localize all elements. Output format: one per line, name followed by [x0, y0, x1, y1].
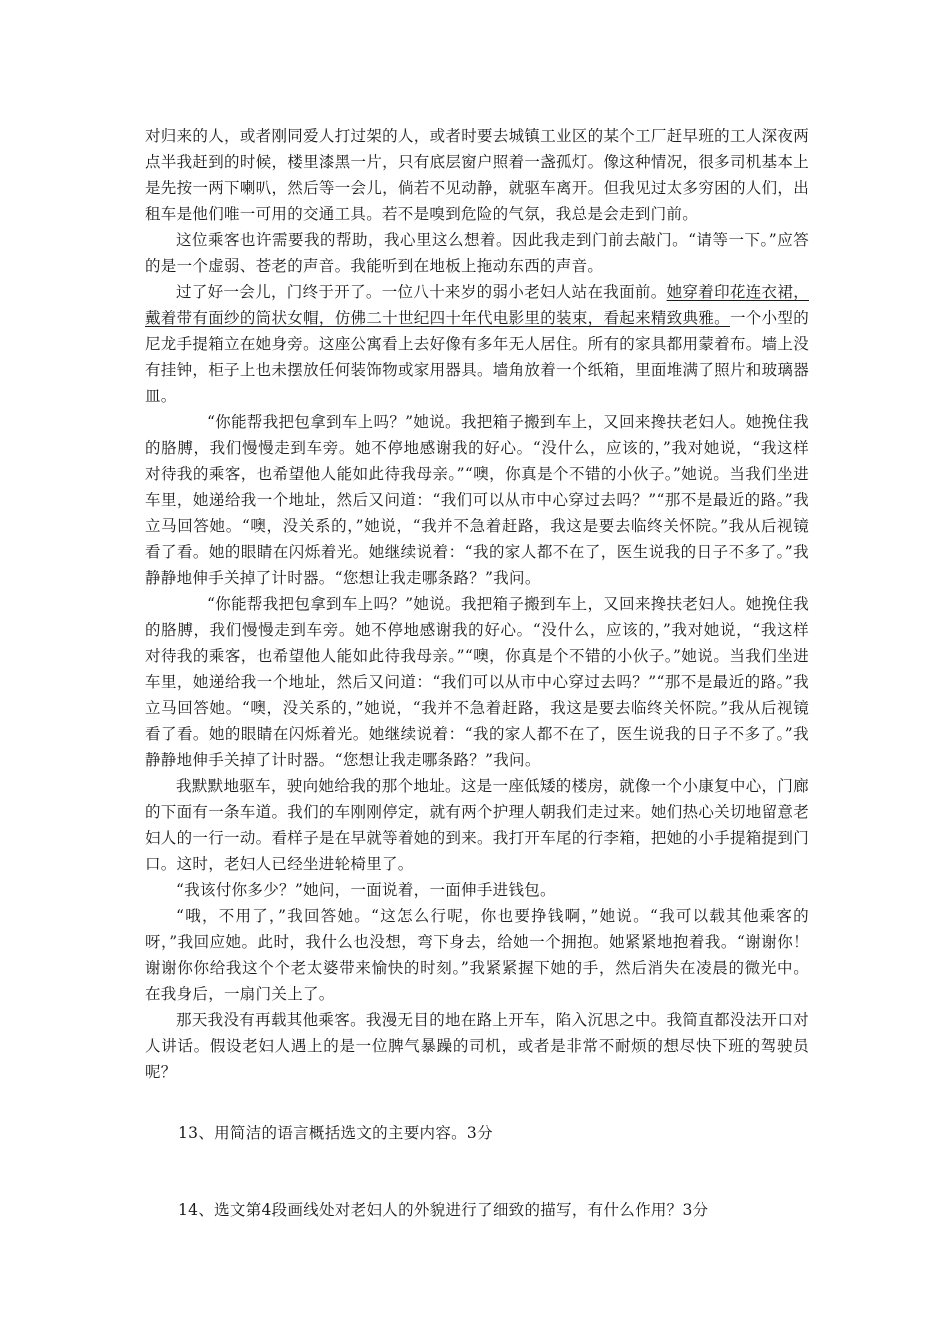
paragraph-2: 这位乘客也许需要我的帮助，我心里这么想着。因此我走到门前去敲门。“请等一下。”应答的是一个虚弱、苍老的声音。我能听到在地板上拖动东西的声音。 [145, 231, 809, 275]
paragraph-8: “哦，不用了，”我回答她。“这怎么行呢，你也要挣钱啊，”她说。“我可以载其他乘客的呀，”我回应她。此时，我什么也没想，弯下身去，给她一个拥抱。她紧紧地抱着我。“谢谢你！谢谢你你给我这个个老太婆带来愉快的时刻。”我紧紧握下她的手，然后消失在凌晨的微光中。在我身后，一扇门关上了。 [145, 907, 809, 1003]
paragraph-7: “我该付你多少？”她问，一面说着，一面伸手进钱包。 [176, 881, 556, 899]
question-14: 14、选文第4段画线处对老妇人的外貌进行了细致的描写，有什么作用？3分 [178, 1201, 709, 1219]
paragraph-6: 我默默地驱车，驶向她给我的那个地址。这是一座低矮的楼房，就像一个小康复中心，门廊的下面有一条车道。我们的车刚刚停定，就有两个护理人朝我们走过来。她们热心关切地留意老妇人的一行一动。看样子是在早就等着她的到来。我打开车尾的行李箱，把她的小手提箱提到门口。这时，老妇人已经坐进轮椅里了。 [145, 777, 809, 873]
paragraph-3-start: 过了好一会儿，门终于开了。一位八十来岁的弱小老妇人站在我面前。 [176, 283, 667, 301]
paragraph-4: “你能帮我把包拿到车上吗？”她说。我把箱子搬到车上，又回来搀扶老妇人。她挽住我的胳膊，我们慢慢走到车旁。她不停地感谢我的好心。“没什么，应该的，”我对她说，“我这样对待我的乘客，也希望他人能如此待我母亲。”“噢，你真是个不错的小伙子。”她说。当我们坐进车里，她递给我一个地址，然后又问道：“我们可以从市中心穿过去吗？”“那不是最近的路。”我立马回答她。“噢，没关系的，”她说，“我并不急着赶路，我这是要去临终关怀院。”我从后视镜看了看。她的眼睛在闪烁着光。她继续说着：“我的家人都不在了，医生说我的日子不多了。”我静静地伸手关掉了计时器。“您想让我走哪条路？”我问。 [145, 413, 809, 587]
paragraph-9: 那天我没有再载其他乘客。我漫无目的地在路上开车，陷入沉思之中。我简直都没法开口对人讲话。假设老妇人遇上的是一位脾气暴躁的司机，或者是非常不耐烦的想尽快下班的驾驶员呢？ [145, 1011, 809, 1081]
paragraph-3 [145, 279, 809, 409]
question-13: 13、用简洁的语言概括选文的主要内容。3分 [178, 1124, 493, 1142]
paragraph-1: 对归来的人，或者刚同爱人打过架的人，或者时要去城镇工业区的某个工厂赶早班的工人深夜两点半我赶到的时候，楼里漆黑一片，只有底层窗户照着一盏孤灯。像这种情况，很多司机基本上是先按一两下喇叭，然后等一会儿，倘若不见动静，就驱车离开。但我见过太多穷困的人们，出租车是他们唯一可用的交通工具。若不是嗅到危险的气氛，我总是会走到门前。 [145, 127, 809, 223]
passage [145, 123, 809, 1085]
paragraph-3-end: 一个小型的尼龙手提箱立在她身旁。这座公寓看上去好像有多年无人居住。所有的家具都用蒙着布。墙上没有挂钟，柜子上也未摆放任何装饰物或家用器具。墙角放着一个纸箱，里面堆满了照片和玻璃器皿。 [145, 309, 809, 405]
paragraph-5: “你能帮我把包拿到车上吗？”她说。我把箱子搬到车上，又回来搀扶老妇人。她挽住我的胳膊，我们慢慢走到车旁。她不停地感谢我的好心。“没什么，应该的，”我对她说，“我这样对待我的乘客，也希望他人能如此待我母亲。”“噢，你真是个不错的小伙子。”她说。当我们坐进车里，她递给我一个地址，然后又问道：“我们可以从市中心穿过去吗？”“那不是最近的路。”我立马回答她。“噢，没关系的，”她说，“我并不急着赶路，我这是要去临终关怀院。”我从后视镜看了看。她的眼睛在闪烁着光。她继续说着：“我的家人都不在了，医生说我的日子不多了。”我静静地伸手关掉了计时器。“您想让我走哪条路？”我问。 [145, 595, 809, 769]
underlined-description: 她穿着印花连衣裙，戴着带有面纱的筒状女帽，仿佛二十世纪四十年代电影里的装束，看起来精致典雅。 [145, 283, 809, 327]
